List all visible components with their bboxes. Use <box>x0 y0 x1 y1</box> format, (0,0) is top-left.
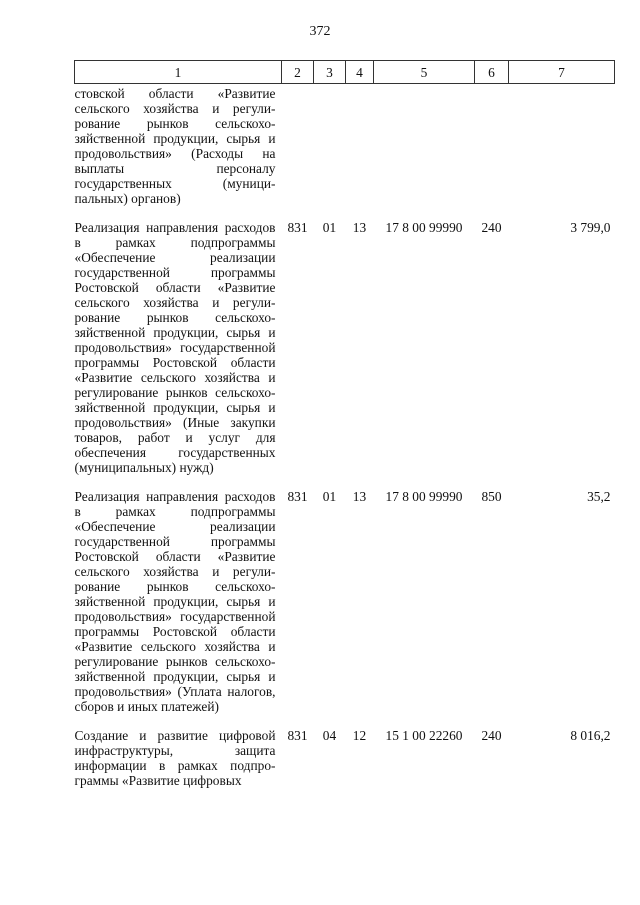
row-subsection-code <box>346 84 374 221</box>
row-ministry-code: 831 <box>287 728 308 743</box>
row-amount <box>509 84 615 221</box>
row-amount: 3 799,0 <box>570 220 611 235</box>
row-expense-type: 240 <box>481 220 502 235</box>
header-col-7: 7 <box>509 61 615 84</box>
row-section-code: 04 <box>322 728 337 743</box>
page-number: 372 <box>309 24 331 39</box>
row-description: Реализация направления расходов в рамках подпрограммы «Обеспечение реализации государственной программы Ростовской области «Развитие сельского хозяйства и регулирование рынков сельскохозяйственной продукции, сырья и продовольствия» государственной программы Ростовской области «Развитие сельского хозяйства и регулирование рынков сельскохозяйственной продукции, сырья и продовольствия» (Иные закупки товаров, работ и услуг для обеспечения государственных (муниципальных) нужд) <box>74 220 276 475</box>
row-target-article: 15 1 00 22260 <box>385 728 463 743</box>
header-col-5: 5 <box>374 61 475 84</box>
row-expense-type: 240 <box>481 728 502 743</box>
row-target-article: 17 8 00 99990 <box>385 489 463 504</box>
table-body <box>75 84 615 789</box>
header-col-2: 2 <box>282 61 314 84</box>
budget-table <box>74 60 615 788</box>
row-description: Реализация направления расходов в рамках подпрограммы «Обеспечение реализации государственной программы Ростовской области «Развитие сельского хозяйства и регулирование рынков сельскохозяйственной продукции, сырья и продовольствия» государственной программы Ростовской области «Развитие сельского хозяйства и регулирование рынков сельскохозяйственной продукции, сырья и продовольствия» (Уплата налогов, сборов и иных платежей) <box>74 489 276 714</box>
row-description: Создание и развитие цифровой инфраструктуры, защита информации в рамках подпрограммы «Развитие цифровых <box>74 728 276 788</box>
row-target-article: 17 8 00 99990 <box>385 220 463 235</box>
header-col-6: 6 <box>475 61 509 84</box>
table-row <box>75 489 615 728</box>
row-target-article <box>374 84 475 221</box>
row-section-code: 01 <box>322 489 337 504</box>
row-amount: 35,2 <box>587 489 611 504</box>
table-row <box>75 84 615 221</box>
row-expense-type: 850 <box>481 489 502 504</box>
row-amount: 8 016,2 <box>570 728 611 743</box>
row-subsection-code: 13 <box>352 489 367 504</box>
table-row <box>75 220 615 489</box>
row-section-code <box>314 84 346 221</box>
row-subsection-code: 13 <box>352 220 367 235</box>
row-subsection-code: 12 <box>352 728 367 743</box>
table-row <box>75 728 615 788</box>
header-col-1: 1 <box>75 61 282 84</box>
header-row <box>75 61 615 84</box>
header-col-4: 4 <box>346 61 374 84</box>
row-expense-type <box>475 84 509 221</box>
table-header <box>75 61 615 84</box>
row-ministry-code: 831 <box>287 489 308 504</box>
row-description: стовской области «Развитие сельского хозяйства и регулирование рынков сельскохозяйственной продукции, сырья и продовольствия» (Расходы на выплаты персоналу государственных (муниципальных) органов) <box>74 86 276 206</box>
header-col-3: 3 <box>314 61 346 84</box>
row-ministry-code: 831 <box>287 220 308 235</box>
row-ministry-code <box>282 84 314 221</box>
row-section-code: 01 <box>322 220 337 235</box>
